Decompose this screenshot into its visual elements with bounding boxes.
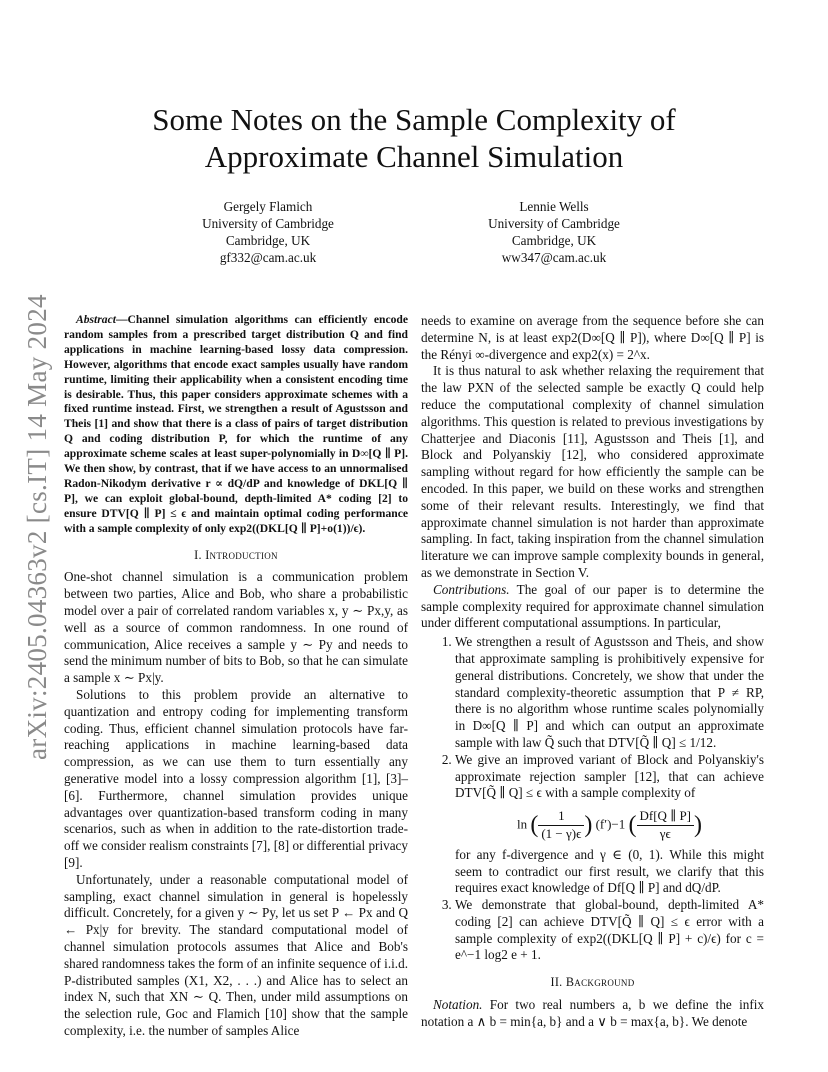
notation-paragraph xyxy=(421,997,764,1031)
intro-paragraph-5: It is thus natural to ask whether relaxing the requirement that the law PXN of the selected sample be exactly Q could help reduce the computational complexity of channel simulation algorithms. This question is related to previous investigations by Chatterjee and Diaconis [11], Agustsson and Theis [1], and Block and Polyanskiy [12], who considered approximate sampling without regard for how efficiently the sample can be encoded. In this paper, we build on these works and strengthen some of their relevant results. Interestingly, we find that approximate channel simulation is not harder than approximate sampling. In fact, taking inspiration from the channel simulation literature we can improve sample complexity bounds in general, as we demonstrate in Section V. xyxy=(421,363,764,580)
author-block-1 xyxy=(148,198,388,266)
abstract-lead: Abstract xyxy=(76,313,116,326)
author-name: Lennie Wells xyxy=(519,199,589,214)
abstract-body: —Channel simulation algorithms can efficiently encode random samples from a prescribed target distribution Q and find applications in machine learning-based lossy data compression. However, algorithms that encode exact samples usually have random runtime, limiting their applicability when a consistent encoding time is desirable. Thus, this paper considers approximate schemes with a fixed runtime instead. First, we strengthen a result of Agustsson and Theis [1] and show that there is a class of pairs of target distribution Q and coding distribution P, for which the runtime of any approximate scheme scales at least super-polynomially in D∞[Q ∥ P]. We then show, by contrast, that if we have access to an unnormalised Radon-Nikodym derivative r ∝ dQ/dP and knowledge of DKL[Q ∥ P], we can exploit global-bound, depth-limited A* coding [2] to ensure DTV[Q ∥ P] ≤ ϵ and maintain optimal coding performance with a sample complexity of only exp2((DKL[Q ∥ P]+o(1))/ϵ). xyxy=(64,313,408,535)
author-block-2 xyxy=(434,198,674,266)
contributions-paragraph xyxy=(421,582,764,632)
contribution-text: We strengthen a result of Agustsson and Theis, and show that approximate sampling is prohibitively expensive for general distributions. Concretely, we show that under the standard complexity-theoretic assumption that P ≠ RP, there is no algorithm whose runtime scales polynomially in D∞[Q ∥ P] and which can output an approximate sample with law Q̃ such that DTV[Q̃ ∥ Q] ≤ 1/12. xyxy=(455,634,764,750)
eq-fraction-2 xyxy=(637,808,695,843)
eq-numerator: 1 xyxy=(538,808,584,826)
author-affiliation: University of Cambridge xyxy=(488,216,620,231)
contribution-text-continued: for any f-divergence and γ ∈ (0, 1). While this might seem to contradict our first result, we clarify that this requires exact knowledge of Df[Q ∥ P] and dQ/dP. xyxy=(455,846,764,896)
eq-paren: ( xyxy=(628,812,637,838)
author-email: gf332@cam.ac.uk xyxy=(219,250,317,265)
list-item xyxy=(455,634,764,752)
section-heading-background: II. Background xyxy=(550,975,635,990)
author-location: Cambridge, UK xyxy=(511,233,597,248)
eq-fraction-1 xyxy=(538,808,584,843)
eq-paren: ) xyxy=(694,812,703,838)
contribution-text: We give an improved variant of Block and Polyanskiy's approximate rejection sampler [12], that can achieve DTV[Q̃ ∥ Q] ≤ ϵ with a sample complexity of xyxy=(455,751,764,801)
eq-paren: ( xyxy=(530,812,539,838)
intro-paragraph-1: One-shot channel simulation is a communication problem between two parties, Alice and Bob, who share a probabilistic model over a pair of correlated random variables x, y ∼ Px,y, as well as a source of common randomness. In one round of communication, Alice receives a sample y ∼ Py and needs to send the minimum number of bits to Bob, so that he can simulate a sample x ∼ Px|y. xyxy=(64,569,408,686)
author-affiliation: University of Cambridge xyxy=(202,216,334,231)
contributions-intro: The goal of our paper is to determine the sample complexity required for approximate channel simulation under different computational assumptions. In particular, xyxy=(421,581,764,631)
intro-paragraph-2: Solutions to this problem provide an alternative to quantization and entropy coding for implementing transform coding. Thus, efficient channel simulation protocols have far-reaching applications in machine learning-based data compression, as we can use them to turn essentially any generative model into a lossy compression algorithm [1], [3]–[6]. Furthermore, channel simulation provides unique advantages over quantization-based transform coding in many scenarios, such as when in addition to the rate-distortion trade-off we consider realism constraints [7], [8] or differential privacy [9]. xyxy=(64,686,408,870)
intro-paragraph-3: Unfortunately, under a reasonable computational model of sampling, exact channel simulation in general is hopelessly difficult. Concretely, for a given y ∼ Py, let us set P ← Px and Q ← Px|y for brevity. The standard computational model of channel simulation protocols assumes that Alice and Bob's shared randomness takes the form of an infinite sequence of i.i.d. P-distributed samples (X1, X2, . . .) and Alice has to select an index N, such that XN ∼ Q. Then, under mild assumptions on the selection rule, Goc and Flamich [10] show that the sample complexity, i.e. the number of samples Alice xyxy=(64,871,408,1038)
contribution-text: We demonstrate that global-bound, depth-limited A* coding [2] can achieve DTV[Q̃ ∥ Q] ≤ ϵ error with a sample complexity of exp2((DKL[Q ∥ P] + c)/ϵ) for c = e^−1 log2 e + 1. xyxy=(455,897,764,963)
eq-numerator: Df[Q ∥ P] xyxy=(637,808,695,826)
eq-ln: ln xyxy=(516,816,528,832)
list-item xyxy=(455,752,764,897)
notation-lead: Notation. xyxy=(433,997,483,1013)
contributions-list xyxy=(421,634,764,964)
eq-denominator: (1 − γ)ϵ xyxy=(541,825,582,841)
list-item xyxy=(455,897,764,964)
right-column xyxy=(421,313,764,1031)
abstract xyxy=(64,313,408,537)
intro-paragraph-4: needs to examine on average from the sequence before she can determine N, is at least exp2(D∞[Q ∥ P]), where D∞[Q ∥ P] is the Rényi ∞-divergence and exp2(x) = 2^x. xyxy=(421,313,764,362)
left-column xyxy=(64,313,408,1040)
section-heading-introduction: I. Introduction xyxy=(194,547,278,562)
display-equation xyxy=(455,808,764,843)
author-email: ww347@cam.ac.uk xyxy=(501,250,607,265)
notation-body: For two real numbers a, b we define the infix notation a ∧ b = min{a, b} and a ∨ b = max{a, b}. We denote xyxy=(421,997,764,1029)
paper-title: Some Notes on the Sample Complexity of Approximate Channel Simulation xyxy=(152,102,676,174)
contributions-lead: Contributions. xyxy=(433,581,510,597)
eq-fprime: (f′)−1 xyxy=(595,816,626,832)
author-name: Gergely Flamich xyxy=(223,199,313,214)
arxiv-stamp: arXiv:2405.04363v2 [cs.IT] 14 May 2024 xyxy=(22,294,52,760)
eq-paren: ) xyxy=(584,812,593,838)
eq-denominator: γϵ xyxy=(659,825,671,841)
author-location: Cambridge, UK xyxy=(225,233,311,248)
